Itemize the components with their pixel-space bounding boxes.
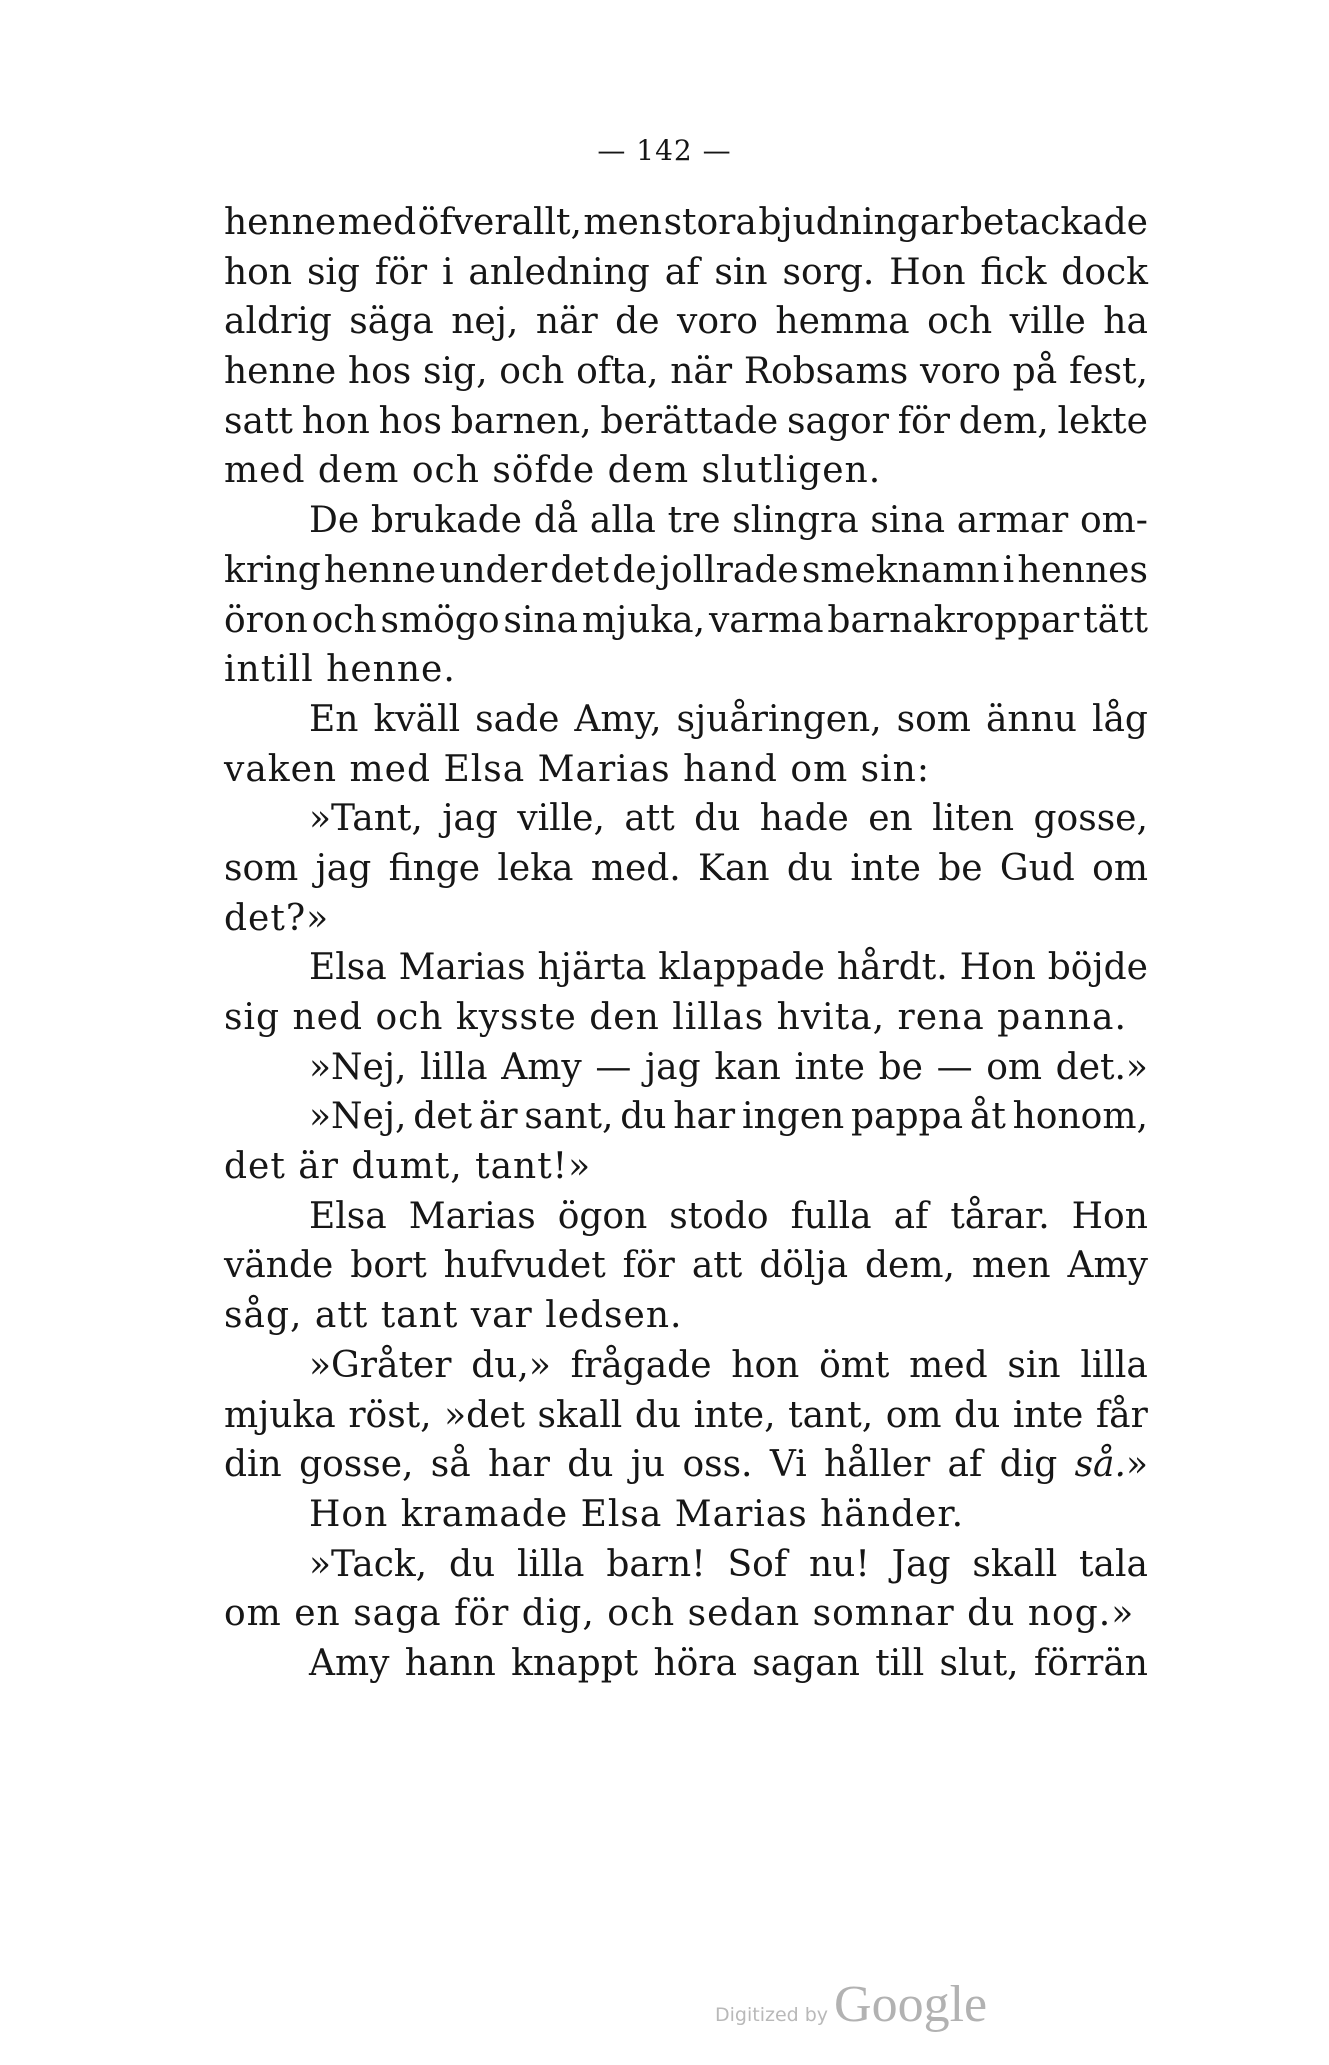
word: klappade xyxy=(658,947,825,989)
word: finge xyxy=(388,847,481,889)
word: det xyxy=(413,1096,473,1138)
word: hos xyxy=(347,351,412,393)
word: Sof xyxy=(727,1543,788,1585)
word: henne xyxy=(323,549,437,591)
word: sagor xyxy=(787,400,889,442)
word: bort xyxy=(350,1245,427,1287)
text-line xyxy=(224,1540,1148,1590)
word: varma xyxy=(708,599,824,641)
word: liten xyxy=(932,798,1015,840)
word: aldrig xyxy=(224,301,332,343)
body-text xyxy=(224,198,1148,1689)
word: ögon xyxy=(557,1195,648,1237)
word: det är dumt, tant!» xyxy=(224,1146,592,1188)
word: dölja xyxy=(759,1245,849,1287)
word: barnen, xyxy=(450,400,592,442)
word: så xyxy=(430,1444,471,1486)
word: berättade xyxy=(600,400,779,442)
text-line xyxy=(224,1639,1148,1689)
word: du xyxy=(567,1444,614,1486)
word: smeknamn xyxy=(801,549,1000,591)
word: slingra xyxy=(732,500,859,542)
word: dem, xyxy=(865,1245,955,1287)
word: hårdt. xyxy=(836,947,948,989)
word: jag xyxy=(315,847,372,889)
word: stora xyxy=(663,202,757,243)
word: lilla xyxy=(516,1543,585,1585)
word: smögo xyxy=(380,599,500,641)
text-line xyxy=(224,1440,1148,1490)
text-line xyxy=(224,1391,1148,1441)
word: voro xyxy=(677,301,758,343)
word: kväll xyxy=(373,698,461,740)
text-line xyxy=(224,1589,1148,1639)
word: gosse, xyxy=(299,1444,414,1486)
word: gosse, xyxy=(1033,798,1148,840)
word: af xyxy=(664,251,700,293)
word: — xyxy=(936,1046,973,1088)
word: »Nej, xyxy=(309,1046,407,1088)
word: jollrade xyxy=(659,549,799,591)
word: får xyxy=(1095,1394,1148,1436)
word: då xyxy=(533,500,579,542)
word: fest, xyxy=(1068,351,1148,393)
text-line xyxy=(224,496,1148,546)
word: hjärta xyxy=(537,947,647,989)
word: henne xyxy=(224,202,337,243)
word: du,» xyxy=(471,1344,551,1386)
word: lilla xyxy=(1080,1344,1148,1386)
word: alla xyxy=(589,500,656,542)
word: öfverallt, xyxy=(417,202,582,243)
word: ville, xyxy=(517,798,605,840)
word: hade xyxy=(759,798,849,840)
word: Hon kramade Elsa Marias händer. xyxy=(309,1493,965,1535)
word: du xyxy=(634,1394,682,1436)
word: för xyxy=(374,251,428,293)
text-line xyxy=(224,546,1148,596)
word: vände xyxy=(224,1245,334,1287)
text-line xyxy=(224,894,1148,944)
word: de xyxy=(615,301,660,343)
word: barnakroppar xyxy=(827,599,1080,641)
word: inte xyxy=(1012,1394,1084,1436)
text-line xyxy=(224,347,1148,397)
word: voro xyxy=(920,351,1001,393)
word: som xyxy=(224,847,299,889)
word: med xyxy=(909,1344,988,1386)
word: kan xyxy=(714,1046,781,1088)
text-line xyxy=(224,645,1148,695)
word: och xyxy=(311,599,377,641)
word: brukade xyxy=(370,500,522,542)
word: Elsa xyxy=(309,947,387,989)
word: inte, xyxy=(693,1394,776,1436)
word: mjuka xyxy=(224,1394,336,1436)
word: Hon xyxy=(889,251,966,293)
word: kring xyxy=(224,549,321,591)
text-line xyxy=(224,198,1148,248)
word: om xyxy=(1092,847,1148,889)
word: mjuka, xyxy=(581,599,706,641)
word: »Tack, xyxy=(309,1543,428,1585)
word: fick xyxy=(980,251,1047,293)
word: sagan xyxy=(752,1642,860,1684)
word: frågade xyxy=(570,1344,712,1386)
text-line xyxy=(224,397,1148,447)
word: inte xyxy=(850,847,921,889)
word: intill henne. xyxy=(224,649,456,691)
word: Amy xyxy=(501,1046,582,1088)
word: tre xyxy=(667,500,721,542)
text-line xyxy=(224,794,1148,844)
word: sjuåringen, xyxy=(676,698,882,740)
word: med. xyxy=(590,847,681,889)
word: du xyxy=(448,1543,496,1585)
word: är xyxy=(478,1096,518,1138)
watermark-prefix: Digitized by xyxy=(715,2004,829,2026)
word: och xyxy=(927,301,993,343)
word: när xyxy=(535,301,598,343)
word: hon xyxy=(301,400,370,442)
word: din xyxy=(224,1444,282,1486)
word: under xyxy=(439,549,548,591)
word: Robsams xyxy=(743,351,909,393)
word: be xyxy=(938,847,983,889)
word: ömt xyxy=(819,1344,890,1386)
word: ju xyxy=(630,1444,666,1486)
word: åt xyxy=(969,1096,1006,1138)
word: henne xyxy=(224,351,337,393)
word: »Gråter xyxy=(309,1344,452,1386)
word: »Tant, xyxy=(309,798,423,840)
word: ha xyxy=(1103,301,1148,343)
text-line xyxy=(224,297,1148,347)
word: skall xyxy=(537,1394,623,1436)
word: »det xyxy=(444,1394,525,1436)
word: knappt xyxy=(511,1642,639,1684)
word: sin xyxy=(714,251,768,293)
word: hann xyxy=(404,1642,496,1684)
word: hon xyxy=(224,251,293,293)
word: sin xyxy=(1007,1344,1061,1386)
word: hon xyxy=(731,1344,800,1386)
word: du xyxy=(694,798,741,840)
word: hemma xyxy=(775,301,910,343)
word: att xyxy=(624,798,675,840)
word: du xyxy=(620,1096,667,1138)
text-line xyxy=(224,446,1148,496)
text-line xyxy=(224,1490,1148,1540)
word: säga xyxy=(349,301,434,343)
word: ännu xyxy=(985,698,1077,740)
word: Gud xyxy=(999,847,1075,889)
word: om xyxy=(885,1394,942,1436)
word: jag xyxy=(645,1046,701,1088)
word: Kan xyxy=(698,847,770,889)
word: hennes xyxy=(1017,549,1148,591)
word: dock xyxy=(1061,251,1148,293)
word: har xyxy=(673,1096,736,1138)
word: satt xyxy=(224,400,293,442)
word: af xyxy=(893,1195,929,1237)
word: du xyxy=(786,847,834,889)
word: i xyxy=(1002,549,1015,591)
text-line xyxy=(224,1341,1148,1391)
word: sorg. xyxy=(782,251,875,293)
word: dig xyxy=(999,1444,1058,1486)
text-line xyxy=(224,1241,1148,1291)
word: dem, xyxy=(958,400,1049,442)
word: De xyxy=(309,500,360,542)
word: hos xyxy=(378,400,442,442)
word: stodo xyxy=(669,1195,769,1237)
text-line xyxy=(224,993,1148,1043)
word: sina xyxy=(870,500,946,542)
text-line xyxy=(224,943,1148,993)
word: Marias xyxy=(408,1195,536,1237)
text-line xyxy=(224,1092,1148,1142)
digitized-by-watermark xyxy=(715,1975,987,2034)
word: skall xyxy=(972,1543,1058,1585)
word: vaken med Elsa Marias hand om sin: xyxy=(224,748,930,790)
word: så.» xyxy=(1074,1444,1148,1486)
word: höra xyxy=(653,1642,737,1684)
word: fulla xyxy=(790,1195,872,1237)
word: det xyxy=(550,549,610,591)
word: en xyxy=(868,798,913,840)
word: om en saga för dig, och sedan somnar du nog.» xyxy=(224,1593,1135,1635)
word: sig xyxy=(306,251,360,293)
word: låg xyxy=(1091,698,1148,740)
word: sig, xyxy=(423,351,488,393)
google-logo: Google xyxy=(834,1976,988,2033)
word: sig ned och kysste den lillas hvita, rena panna. xyxy=(224,997,1127,1038)
text-line xyxy=(224,1142,1148,1192)
word: det.» xyxy=(1055,1046,1148,1088)
word: det?» xyxy=(224,897,330,939)
word: — xyxy=(595,1046,632,1088)
word: En xyxy=(309,698,359,740)
word: men xyxy=(583,202,663,243)
word: anledning xyxy=(468,251,650,293)
word: hufvudet xyxy=(443,1245,606,1287)
word: men xyxy=(971,1245,1051,1287)
text-line xyxy=(224,1192,1148,1242)
word: för xyxy=(897,400,950,442)
word: har xyxy=(488,1444,550,1486)
text-line xyxy=(224,248,1148,298)
word: med xyxy=(337,202,417,243)
text-line xyxy=(224,695,1148,745)
word: när xyxy=(670,351,733,393)
text-line xyxy=(224,844,1148,894)
text-line xyxy=(224,745,1148,795)
word: sina xyxy=(503,599,579,641)
word: nej, xyxy=(451,301,519,343)
word: såg, att tant var ledsen. xyxy=(224,1295,683,1337)
word: för xyxy=(622,1245,675,1287)
word: i xyxy=(441,251,454,293)
word: barn! xyxy=(606,1543,706,1585)
word: ville xyxy=(1009,301,1086,343)
word: Hon xyxy=(959,947,1036,989)
emphasis: så. xyxy=(1074,1444,1126,1486)
word: honom, xyxy=(1012,1096,1148,1138)
word: håller xyxy=(824,1444,931,1486)
word: lekte xyxy=(1057,400,1148,442)
word: oss. xyxy=(682,1444,753,1486)
word: böjde xyxy=(1047,947,1148,989)
word: du xyxy=(954,1394,1001,1436)
word: tant, xyxy=(788,1394,874,1436)
word: ofta, xyxy=(576,351,659,393)
word: sade xyxy=(475,698,560,740)
word: Amy xyxy=(1067,1245,1148,1287)
word: Vi xyxy=(769,1444,807,1486)
word: nu! xyxy=(809,1543,870,1585)
word: pappa xyxy=(851,1096,964,1138)
word: Marias xyxy=(398,947,526,989)
word: att xyxy=(691,1245,743,1287)
word: på xyxy=(1012,351,1058,393)
word: Amy xyxy=(309,1642,390,1684)
word: armar xyxy=(956,500,1069,542)
word: af xyxy=(947,1444,983,1486)
word: som xyxy=(896,698,971,740)
word: inte xyxy=(794,1046,865,1088)
word: de xyxy=(612,549,657,591)
word: leka xyxy=(497,847,574,889)
word: betackade xyxy=(959,202,1148,243)
word: tårar. xyxy=(950,1195,1050,1237)
word: slut, xyxy=(939,1642,1019,1684)
word: röst, xyxy=(348,1394,432,1436)
text-line xyxy=(224,1291,1148,1341)
word: Amy, xyxy=(574,698,662,740)
word: Elsa xyxy=(309,1195,387,1237)
word: med dem och söfde dem slutligen. xyxy=(224,450,882,492)
word: om xyxy=(986,1046,1043,1088)
word: sant, xyxy=(524,1096,614,1138)
word: förrän xyxy=(1033,1642,1148,1684)
word: om- xyxy=(1079,500,1148,542)
word: till xyxy=(875,1642,925,1684)
word: bjudningar xyxy=(758,202,959,243)
word: lilla xyxy=(420,1046,488,1088)
word: Hon xyxy=(1071,1195,1148,1237)
word: och xyxy=(499,351,565,393)
word: Jag xyxy=(891,1543,951,1585)
word: ingen xyxy=(741,1096,845,1138)
word: jag xyxy=(442,798,498,840)
word: tala xyxy=(1079,1543,1148,1585)
page-number: — 142 — xyxy=(597,134,732,167)
word: tätt xyxy=(1083,599,1148,641)
word: öron xyxy=(224,599,308,641)
word: be xyxy=(878,1046,923,1088)
text-line xyxy=(224,1043,1148,1093)
text-line xyxy=(224,596,1148,646)
word: »Nej, xyxy=(309,1096,407,1138)
